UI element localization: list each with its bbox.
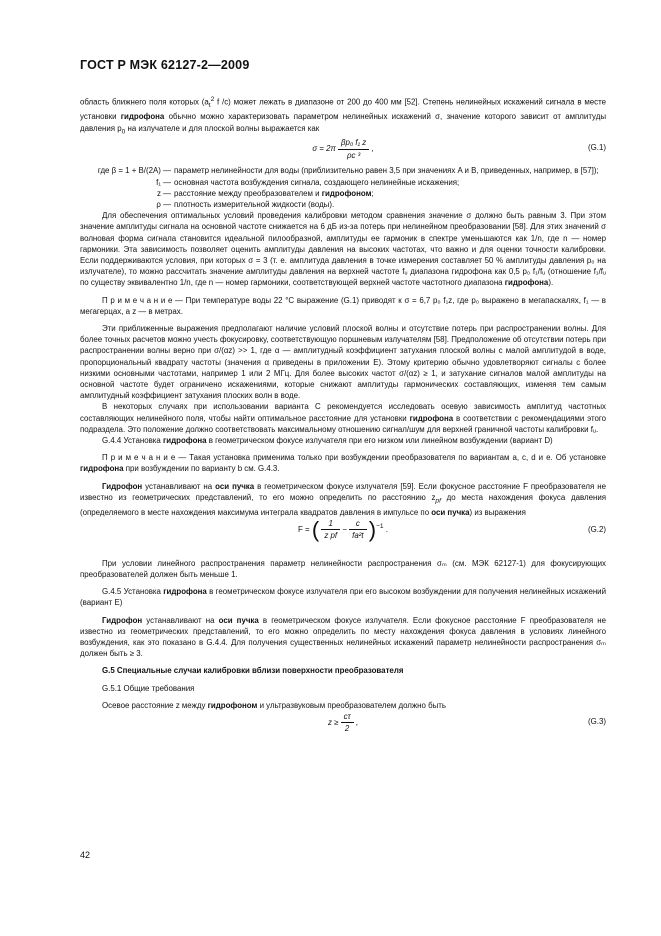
note-2: П р и м е ч а н и е — Такая установка применима только при возбуждении преобразователя по вариантам a, c, d и e. Об установке гидрофона при возбуждении по варианту b см. G.4.3. bbox=[80, 453, 606, 474]
section-g51-heading: G.5.1 Общие требования bbox=[102, 683, 195, 693]
paragraph-4: В некоторых случаях при использовании варианта C рекомендуется исследовать осевую зависимость амплитуд частотных составляющих нелинейного поля, чтобы найти оптимальное расстояние для установки гидрофона в соответствии с рекомендациями этого подраздела. Это положение должно соответствовать максимальному отношению сигнал/шум для верхней граничной частоты калибровки fᵤ. bbox=[80, 402, 606, 434]
note-1: П р и м е ч а н и е — При температуре воды 22 °C выражение (G.1) приводят к σ = 6,7 p₀ f₁z, где p₀ выражено в мегапаскалях, f₁ — в мегагерцах, а z — в метрах. bbox=[80, 295, 606, 316]
section-g44: G.4.4 Установка гидрофона в геометрическом фокусе излучателя при его низком или линейном возбуждении (вариант D) bbox=[102, 436, 553, 446]
page-header: ГОСТ Р МЭК 62127-2—2009 bbox=[80, 58, 250, 72]
definition-row: где β = 1 + B/(2A) — параметр нелинейности для воды (приблизительно равен 3,5 при значениях A и B, приведенных, например, в [57]); bbox=[97, 166, 599, 176]
paragraph-2: Для обеспечения оптимальных условий проведения калибровки методом сравнения значение σ должно быть равным 3. При этом значение амплитуды сигнала на основной частоте снижается на 6 дБ из-за потерь при нелинейном преобразовании [58]. Для этих значений σ волновая форма сигнала становится идеальной пилообразной, амплитуды ее гармоник в спектре уменьшаются как 1/n, где n — номер гармоники. Эта зависимость позволяет оценить амплитуды давления на высоких частотах, что важно и для оценки точности калибровки. Если поддерживаются условия, при которых σ = 3 (т. е. амплитуда давления в точке измерения составляет 50 % амплитуды давления p₀ на излучателе), то можно рассчитать значение амплитуды давления на верхней частоте fᵤ диапазона гидрофона как 0,5 p₀ f₁/fᵤ (отношение f₁/fᵤ по существу эквивалентно 1/n, где n — номер гармоники, соответствующей верхней частоте частотного диапазона гидрофона). bbox=[80, 211, 607, 288]
equation-g1: σ = 2π $\frac{\text{βp₀ f₁ z}}{\text{ρc ³}}$ , (G.1) bbox=[312, 138, 606, 160]
equation-g2-fraction-b: $\frac{c}{\text{fa²t}}$ bbox=[349, 518, 366, 541]
equation-g2-fraction-a: $\frac{1}{\text{z pf}}$ bbox=[321, 518, 340, 541]
page-number: 42 bbox=[80, 850, 91, 860]
equation-g2: F = ( $\frac{1}{\text{z pf}}$ − $\frac{c}{\text{fa²t}}$ )$^{-1}$ . (G.2) bbox=[298, 516, 606, 542]
equation-g2-label: (G.2) bbox=[588, 524, 606, 534]
equation-g1-fraction: $\frac{\text{βp₀ f₁ z}}{\text{ρc ³}}$ bbox=[338, 137, 369, 160]
section-g45: G.4.5 Установка гидрофона в геометрическом фокусе излучателя при его высоком возбуждении для получения нелинейных искажений (вариант E) bbox=[80, 587, 606, 608]
equation-g3-fraction: $\frac{c\tau}{2}$ bbox=[341, 711, 354, 734]
definition-row: f₁ — основная частота возбуждения сигнала, создающего нелинейные искажения; bbox=[156, 177, 460, 187]
paragraph-10: Осевое расстояние z между гидрофоном и ультразвуковым преобразователем должно быть bbox=[102, 700, 447, 710]
page-body bbox=[80, 94, 606, 737]
paragraph-1: область ближнего поля которых ($a_t^2$ f /c) может лежать в диапазоне от 200 до 400 мм [52]. Степень нелинейных искажений сигнала в месте установки гидрофона обычно можно характеризовать параметром нелинейных искажений σ, значение которого зависит от амплитуды давления $p_0$ на излучателе и для плоской волны выражается как bbox=[80, 96, 606, 136]
paragraph-3: Эти приближенные выражения предполагают наличие условий плоской волны и отсутствие потерь при распространении волны. Для более точных расчетов можно учесть фокусировку, соответствующую поршневым излучателям [58]. Предположение об отсутствии потерь при распространении волны верно при σ/(αz) >> 1, где α — амплитудный коэффициент затухания плоской волны с малой амплитудой в воде, пропорциональный квадрату частоты (значения α приведены в приложении E). Этому критерию обычно удовлетворяют сигналы с более низкими основными частотами, например 1 или 2 МГц. Для более высоких частот σ/(αz) ≥ 1, и затухание сигналов малой амплитуды на основной частоте будет ограничено искажениями, которые снижают амплитуды гармонических составляющих, изменяя тем самым амплитудный коэффициент затухания плоских волн в воде. bbox=[80, 324, 606, 401]
definition-row: ρ — плотность измерительной жидкости (воды). bbox=[156, 200, 335, 209]
definitions-list bbox=[80, 165, 606, 210]
paragraph-7: При условии линейного распространения параметр нелинейности распространения σₘ (см. МЭК 62127-1) для фокусирующих преобразователей должен быть меньше 1. bbox=[80, 558, 606, 580]
paragraph-9: Гидрофон устанавливают на оси пучка в геометрическом фокусе излучателя. Если фокусное расстояние F преобразователя не известно из геометрических представлений, то его можно определить по месту нахождения фокуса давления в условиях линейного возбуждения, как это показано в G.4.4. Для получения существенных нелинейных искажений параметр нелинейности распространения σₘ должен быть ≥ 3. bbox=[80, 615, 606, 659]
equation-g3: z ≥ $\frac{c\tau}{2}$ , (G.3) bbox=[328, 712, 606, 734]
equation-g3-label: (G.3) bbox=[588, 717, 606, 727]
section-g5-heading: G.5 Специальные случаи калибровки вблизи поверхности преобразователя bbox=[102, 666, 404, 676]
paragraph-6: Гидрофон устанавливают на оси пучка в геометрическом фокусе излучателя [59]. Если фокусное расстояние F преобразователя не известно из геометрических представлений, то его можно определить по расстоянию $z_{pf}$ до места нахождения фокуса давления (определяемого в месте нахождения максимума интеграла квадратов давления в импульсе по оси пучка) из выражения bbox=[80, 481, 606, 517]
definition-row: z — расстояние между преобразователем и гидрофоном; bbox=[156, 188, 374, 198]
equation-g1-label: (G.1) bbox=[588, 143, 606, 153]
